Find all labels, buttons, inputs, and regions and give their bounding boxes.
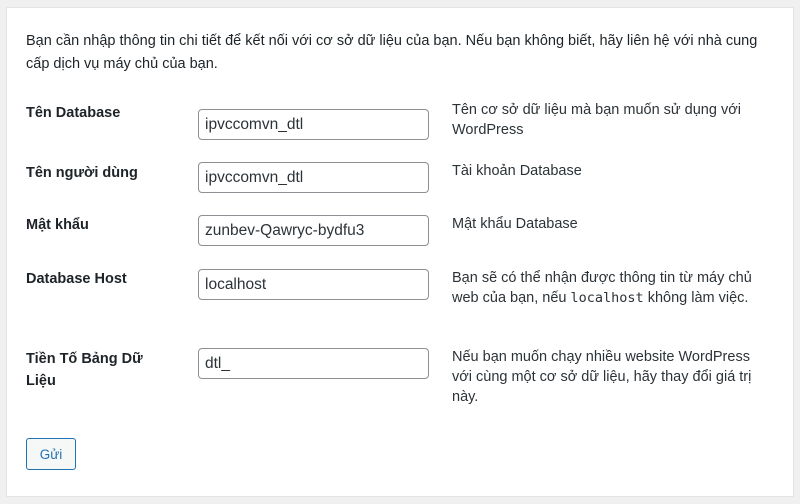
submit-button[interactable]: Gửi [26, 438, 76, 470]
username-label: Tên người dùng [26, 165, 138, 181]
db-name-label: Tên Database [26, 105, 121, 121]
username-input[interactable] [198, 162, 429, 193]
db-name-description: Tên cơ sở dữ liệu mà bạn muốn sử dụng với WordPress [452, 102, 741, 138]
db-host-description [452, 268, 772, 308]
password-label: Mật khẩu [26, 217, 89, 233]
db-name-input[interactable] [198, 109, 429, 140]
db-host-desc-code: localhost [570, 290, 644, 306]
prefix-description: Nếu bạn muốn chạy nhiều website WordPress với cùng một cơ sở dữ liệu, hãy thay đổi giá trị này. [452, 349, 752, 405]
prefix-input[interactable] [198, 348, 429, 379]
prefix-label: Tiền Tố Bảng Dữ Liệu [26, 351, 143, 389]
db-host-label: Database Host [26, 271, 127, 287]
db-host-desc-after: không làm việc. [643, 290, 749, 306]
db-host-desc-before: Bạn sẽ có thể nhận được thông tin từ máy chủ web của bạn, nếu [452, 270, 752, 306]
username-description: Tài khoản Database [452, 163, 582, 179]
password-description: Mật khẩu Database [452, 216, 578, 232]
db-host-input[interactable] [198, 269, 429, 300]
intro-text: Bạn cần nhập thông tin chi tiết để kết nối với cơ sở dữ liệu của bạn. Nếu bạn không biết, hãy liên hệ với nhà cung cấp dịch vụ máy chủ của bạn. [26, 33, 758, 72]
password-input[interactable] [198, 215, 429, 246]
setup-config-form [7, 8, 793, 496]
